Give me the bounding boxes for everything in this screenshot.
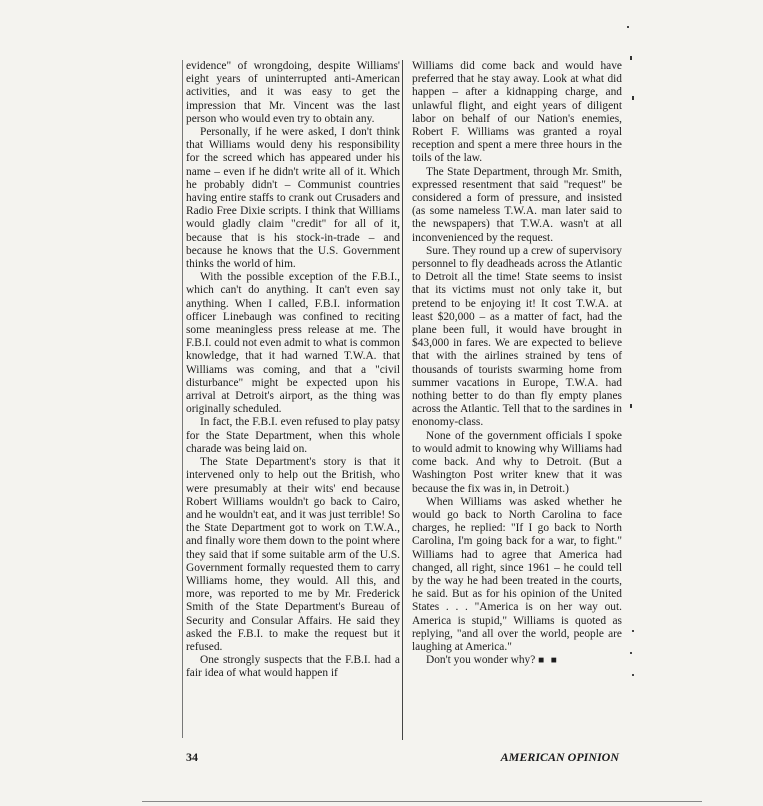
right-column [412,60,622,667]
left-column [186,60,400,681]
page-number: 34 [186,750,198,764]
closing-line: Don't you wonder why? [426,654,536,667]
paragraph: The State Department's story is that it intervened only to help out the British, who were presumably at their wits' end because Robert Williams wouldn't go back to Cairo, and he wouldn't eat, and it was just terrible! So the State Department got to work on T.W.A., and finally wore them down to the point where they said that if some suitable arm of the U.S. Government formally requested them to carry Williams home, they would. All this, and more, was reported to me by Mr. Frederick Smith of the State Department's Bureau of Security and Consular Affairs. He said they asked the F.B.I. to make the request but it refused. [186,456,400,653]
paragraph: With the possible exception of the F.B.I., which can't do anything. It can't even say anything. When I called, F.B.I. information officer Linebaugh was confined to reciting some meaningless press release at me. The F.B.I. could not even admit to what is common knowledge, that it had warned T.W.A. that Williams was coming, and that a "civil disturbance" might be expected upon his arrival at Detroit's airport, as the thing was originally scheduled. [186,271,400,416]
paragraph: In fact, the F.B.I. even refused to play patsy for the State Department, when this whole charade was being laid on. [186,416,400,455]
scan-mark [630,56,632,60]
bottom-edge-line [142,801,702,802]
paragraph: evidence" of wrongdoing, despite Williams' eight years of uninterrupted anti-American activities, and it was easy to get the impression that Mr. Vincent was the last person who would even try to obtain any. [186,60,400,125]
scan-mark [627,26,629,28]
closing-paragraph [412,654,622,667]
scan-mark [632,96,634,100]
paragraph: When Williams was asked whether he would go back to North Carolina to face charges, he replied: "If I go back to North Carolina, I'm going back for a war, to fight." Williams had to agree that America had changed, all right, since 1961 – he could tell by the way he had been treated in the courts, he said. But as for his opinion of the United States . . . "America is on her way out. America is stupid," Williams is quoted as replying, "and all over the world, people are laughing at America." [412,495,622,653]
column-divider [402,60,403,740]
paragraph: One strongly suspects that the F.B.I. had a fair idea of what would happen if [186,654,400,680]
scan-mark [632,674,634,676]
paragraph: The State Department, through Mr. Smith, expressed resentment that said "request" be considered a form of pressure, and insisted (as some nameless T.W.A. man later said to the newspapers) that T.W.A. wasn't at all inconvenienced by the request. [412,165,622,244]
scan-mark [632,630,634,632]
scan-mark [630,652,632,654]
end-marks: ■ ■ [538,655,559,667]
paragraph: Williams did come back and would have preferred that he stay away. Look at what did happen – after a kidnapping charge, and unlawful flight, and eight years of diligent labor on behalf of our Nation's enemies, Robert F. Williams was granted a royal reception and spent a mere three hours in the toils of the law. [412,60,622,165]
paragraph: Sure. They round up a crew of supervisory personnel to fly deadheads across the Atlantic to Detroit all the time! State seems to insist that its victims must not only take it, but pretend to be enjoying it! It cost T.W.A. at least $20,000 – as a matter of fact, had the plane been full, it would have brought in $43,000 in fares. We are expected to believe that with the airlines strained by tens of thousands of tourists swarming home from summer vacations in Europe, T.W.A. had nothing better to do than fly empty planes across the Atlantic. Tell that to the sardines in enonomy-class. [412,244,622,429]
publication-title: AMERICAN OPINION [500,750,619,764]
scan-mark [630,404,632,408]
paragraph: Personally, if he were asked, I don't think that Williams would deny his responsibility for the screed which has appeared under his name – even if he didn't write all of it. Which he probably didn't – Communist countries having entire staffs to crank out Crusaders and Radio Free Dixie scripts. I think that Williams would gladly claim "credit" for all of it, because that is his stock-in-trade – and because he knows that the U.S. Government thinks the world of him. [186,126,400,271]
paragraph: None of the government officials I spoke to would admit to knowing why Williams had come back. And why to Detroit. (But a Washington Post writer knew that it was because the fix was in, in Detroit.) [412,429,622,495]
left-margin-rule [182,60,183,738]
